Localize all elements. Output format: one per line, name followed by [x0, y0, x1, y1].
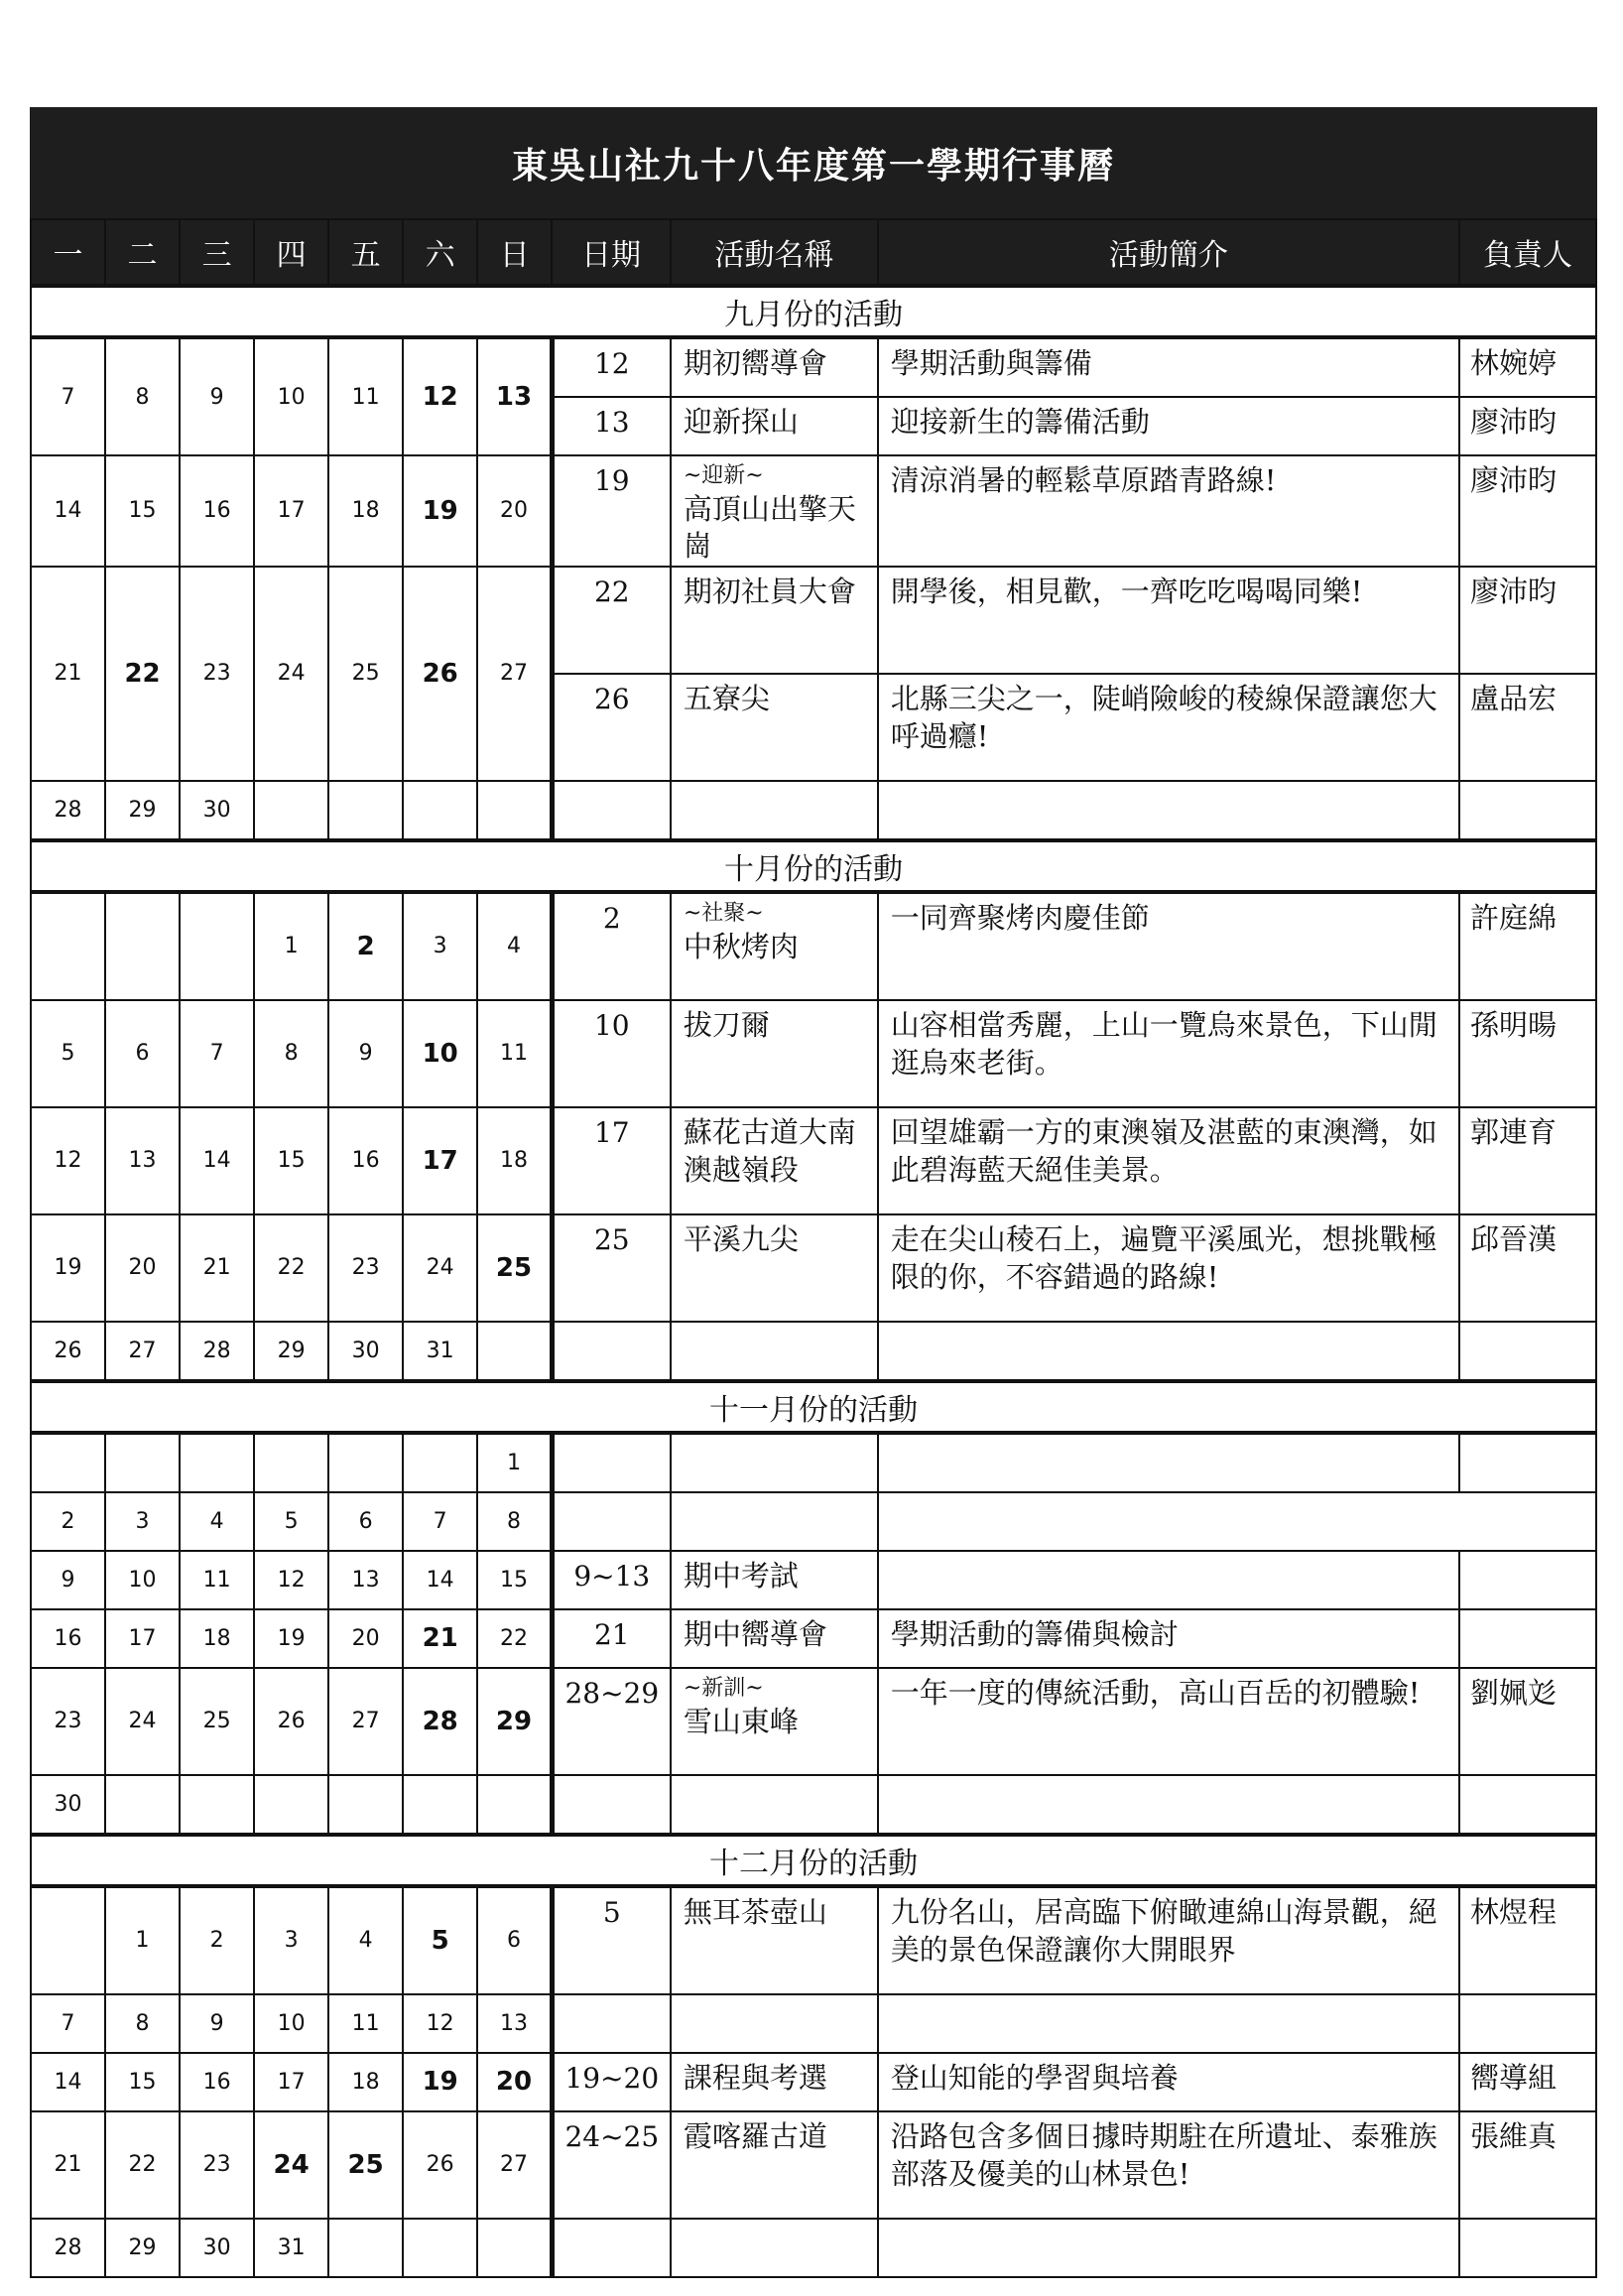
event-desc — [878, 1322, 1459, 1381]
event-name-text: 平溪九尖 — [683, 1221, 799, 1256]
day-cell: 16 — [31, 1609, 105, 1668]
day-cell: 7 — [180, 1000, 254, 1107]
event-date: 21 — [552, 1609, 671, 1668]
day-cell: 18 — [328, 2053, 403, 2111]
day-cell: 30 — [328, 1322, 403, 1381]
event-name — [671, 1609, 878, 1668]
month-row — [31, 286, 1596, 337]
day-cell — [477, 781, 552, 840]
event-name-text: 雪山東峰 — [683, 1704, 799, 1738]
event-desc — [878, 1551, 1459, 1609]
day-cell — [105, 1775, 180, 1835]
day-cell: 23 — [31, 1668, 105, 1775]
day-cell: 27 — [477, 567, 552, 781]
day-cell: 25 — [180, 1668, 254, 1775]
day-cell: 18 — [180, 1609, 254, 1668]
table-row — [31, 1668, 1596, 1775]
event-desc: 學期活動與籌備 — [878, 337, 1459, 397]
day-cell: 15 — [254, 1107, 328, 1214]
day-cell: 28 — [31, 2219, 105, 2277]
event-owner — [1459, 1551, 1596, 1609]
event-owner: 邱晉漢 — [1459, 1214, 1596, 1322]
table-row — [31, 1492, 1596, 1551]
day-cell: 23 — [180, 567, 254, 781]
event-desc: 清涼消暑的輕鬆草原踏青路線! — [878, 455, 1459, 567]
day-cell: 28 — [403, 1668, 477, 1775]
day-cell — [105, 892, 180, 1000]
day-cell — [31, 1433, 105, 1492]
day-cell — [328, 2219, 403, 2277]
day-cell: 24 — [105, 1668, 180, 1775]
event-date: 12 — [552, 337, 671, 397]
header-weekday: 四 — [254, 219, 328, 286]
day-cell: 15 — [477, 1551, 552, 1609]
day-cell: 22 — [105, 2111, 180, 2219]
table-row — [31, 2053, 1596, 2111]
day-cell: 11 — [328, 337, 403, 455]
event-desc: 回望雄霸一方的東澳嶺及湛藍的東澳灣，如此碧海藍天絕佳美景。 — [878, 1107, 1459, 1214]
day-cell: 13 — [477, 337, 552, 455]
day-cell: 26 — [403, 567, 477, 781]
day-cell — [31, 1886, 105, 1994]
day-cell: 14 — [31, 2053, 105, 2111]
day-cell — [403, 781, 477, 840]
event-name-text: 五寮尖 — [683, 681, 770, 715]
event-name-text: 霞喀羅古道 — [683, 2118, 827, 2153]
event-owner — [1459, 1322, 1596, 1381]
event-owner: 孫明暘 — [1459, 1000, 1596, 1107]
table-row — [31, 567, 1596, 674]
day-cell: 29 — [254, 1322, 328, 1381]
event-name — [671, 1492, 878, 1551]
event-desc: 北縣三尖之一，陡峭險峻的稜線保證讓您大呼過癮! — [878, 674, 1459, 781]
day-cell: 19 — [403, 2053, 477, 2111]
day-cell: 23 — [180, 2111, 254, 2219]
event-name — [671, 2111, 878, 2219]
day-cell: 25 — [328, 567, 403, 781]
day-cell: 16 — [180, 455, 254, 567]
day-cell: 5 — [31, 1000, 105, 1107]
day-cell: 25 — [328, 2111, 403, 2219]
day-cell — [180, 892, 254, 1000]
event-owner: 嚮導組 — [1459, 2053, 1596, 2111]
table-row — [31, 1886, 1596, 1994]
header-weekday: 三 — [180, 219, 254, 286]
day-cell — [477, 2219, 552, 2277]
month-row — [31, 1381, 1596, 1433]
event-date: 5 — [552, 1886, 671, 1994]
event-date: 2 — [552, 892, 671, 1000]
header-weekday: 一 — [31, 219, 105, 286]
event-name — [671, 674, 878, 781]
page-title: 東吳山社九十八年度第一學期行事曆 — [30, 107, 1597, 218]
event-name — [671, 397, 878, 455]
event-owner — [1459, 1433, 1596, 1492]
event-date: 25 — [552, 1214, 671, 1322]
event-name-text: 期初嚮導會 — [683, 346, 827, 380]
event-owner — [1459, 1609, 1596, 1668]
day-cell: 1 — [477, 1433, 552, 1492]
day-cell — [328, 1775, 403, 1835]
day-cell: 1 — [254, 892, 328, 1000]
event-name — [671, 1107, 878, 1214]
event-owner — [1459, 781, 1596, 840]
event-desc: 沿路包含多個日據時期駐在所遺址、泰雅族部落及優美的山林景色! — [878, 2111, 1459, 2219]
event-date: 24~25 — [552, 2111, 671, 2219]
event-name — [671, 2053, 878, 2111]
calendar-sheet — [30, 107, 1597, 2278]
day-cell: 2 — [328, 892, 403, 1000]
month-label: 九月份的活動 — [31, 286, 1596, 337]
month-row — [31, 840, 1596, 892]
day-cell — [180, 1433, 254, 1492]
day-cell: 21 — [180, 1214, 254, 1322]
event-name — [671, 2219, 878, 2277]
day-cell: 15 — [105, 455, 180, 567]
day-cell: 7 — [31, 1994, 105, 2053]
event-date: 13 — [552, 397, 671, 455]
event-name-text: 拔刀爾 — [683, 1007, 770, 1042]
event-date — [552, 781, 671, 840]
event-date: 26 — [552, 674, 671, 781]
day-cell — [180, 1775, 254, 1835]
event-desc: 走在尖山稜石上，遍覽平溪風光，想挑戰極限的你，不容錯過的路線! — [878, 1214, 1459, 1322]
event-desc — [878, 1433, 1459, 1492]
day-cell: 10 — [254, 1994, 328, 2053]
event-desc: 學期活動的籌備與檢討 — [878, 1609, 1459, 1668]
table-row — [31, 1107, 1596, 1214]
table-row — [31, 1775, 1596, 1835]
day-cell: 12 — [31, 1107, 105, 1214]
table-header — [31, 219, 1596, 286]
event-desc — [878, 2219, 1459, 2277]
month-label: 十二月份的活動 — [31, 1835, 1596, 1886]
event-name — [671, 1668, 878, 1775]
day-cell: 10 — [403, 1000, 477, 1107]
event-name — [671, 1775, 878, 1835]
day-cell: 24 — [254, 2111, 328, 2219]
event-date: 22 — [552, 567, 671, 674]
day-cell: 7 — [31, 337, 105, 455]
event-desc — [878, 781, 1459, 840]
event-date — [552, 1775, 671, 1835]
event-name — [671, 1000, 878, 1107]
day-cell: 5 — [254, 1492, 328, 1551]
day-cell: 4 — [180, 1492, 254, 1551]
day-cell: 15 — [105, 2053, 180, 2111]
day-cell: 26 — [403, 2111, 477, 2219]
event-owner — [1459, 1994, 1596, 2053]
event-name — [671, 1551, 878, 1609]
day-cell: 2 — [180, 1886, 254, 1994]
header-owner: 負責人 — [1459, 219, 1596, 286]
day-cell: 13 — [477, 1994, 552, 2053]
table-row — [31, 1322, 1596, 1381]
day-cell: 12 — [403, 337, 477, 455]
event-name-text: 期中嚮導會 — [683, 1616, 827, 1651]
event-date — [552, 2219, 671, 2277]
day-cell: 16 — [328, 1107, 403, 1214]
day-cell — [328, 781, 403, 840]
event-desc — [878, 1994, 1459, 2053]
event-desc: 一同齊聚烤肉慶佳節 — [878, 892, 1459, 1000]
table-row — [31, 781, 1596, 840]
event-owner: 張維真 — [1459, 2111, 1596, 2219]
event-date: 28~29 — [552, 1668, 671, 1775]
day-cell: 4 — [328, 1886, 403, 1994]
event-date: 19~20 — [552, 2053, 671, 2111]
day-cell: 29 — [105, 2219, 180, 2277]
day-cell: 12 — [403, 1994, 477, 2053]
day-cell: 21 — [31, 567, 105, 781]
event-owner: 郭連育 — [1459, 1107, 1596, 1214]
calendar-body — [31, 286, 1596, 2277]
header-weekday: 日 — [477, 219, 552, 286]
day-cell — [403, 2219, 477, 2277]
day-cell: 8 — [105, 337, 180, 455]
table-row — [31, 892, 1596, 1000]
event-owner: 林煜程 — [1459, 1886, 1596, 1994]
event-desc: 九份名山，居高臨下俯瞰連綿山海景觀，絕美的景色保證讓你大開眼界 — [878, 1886, 1459, 1994]
event-name-text: 蘇花古道大南澳越嶺段 — [683, 1114, 856, 1187]
day-cell: 19 — [31, 1214, 105, 1322]
event-name-text: 高頂山出擎天崗 — [683, 491, 856, 564]
event-name — [671, 455, 878, 567]
day-cell: 5 — [403, 1886, 477, 1994]
event-owner: 盧品宏 — [1459, 674, 1596, 781]
day-cell: 31 — [403, 1322, 477, 1381]
day-cell: 24 — [254, 567, 328, 781]
day-cell: 11 — [477, 1000, 552, 1107]
day-cell: 20 — [328, 1609, 403, 1668]
day-cell — [254, 781, 328, 840]
day-cell — [31, 892, 105, 1000]
day-cell: 28 — [31, 781, 105, 840]
event-name-text: 中秋烤肉 — [683, 929, 799, 963]
event-name-text: 迎新探山 — [683, 405, 799, 439]
event-tag: ~迎新~ — [683, 463, 764, 488]
day-cell: 25 — [477, 1214, 552, 1322]
table-row — [31, 1551, 1596, 1609]
day-cell: 18 — [477, 1107, 552, 1214]
day-cell: 2 — [31, 1492, 105, 1551]
day-cell: 8 — [477, 1492, 552, 1551]
event-desc: 一年一度的傳統活動，高山百岳的初體驗! — [878, 1668, 1459, 1775]
event-date — [552, 1322, 671, 1381]
day-cell: 20 — [477, 455, 552, 567]
day-cell: 1 — [105, 1886, 180, 1994]
day-cell: 12 — [254, 1551, 328, 1609]
day-cell: 8 — [254, 1000, 328, 1107]
event-date — [552, 1433, 671, 1492]
day-cell: 17 — [105, 1609, 180, 1668]
event-desc — [878, 1492, 1596, 1551]
table-row — [31, 1000, 1596, 1107]
day-cell: 18 — [328, 455, 403, 567]
event-owner: 劉姵彣 — [1459, 1668, 1596, 1775]
month-label: 十月份的活動 — [31, 840, 1596, 892]
header-desc: 活動簡介 — [878, 219, 1459, 286]
calendar-table — [30, 218, 1597, 2278]
event-tag: ~新訓~ — [683, 1675, 764, 1701]
day-cell: 27 — [477, 2111, 552, 2219]
event-date — [552, 1994, 671, 2053]
event-owner: 廖沛昀 — [1459, 567, 1596, 674]
day-cell: 23 — [328, 1214, 403, 1322]
event-desc: 登山知能的學習與培養 — [878, 2053, 1459, 2111]
table-row — [31, 1609, 1596, 1668]
day-cell: 21 — [403, 1609, 477, 1668]
day-cell — [403, 1775, 477, 1835]
event-name — [671, 892, 878, 1000]
table-row — [31, 1433, 1596, 1492]
event-name — [671, 1214, 878, 1322]
table-row — [31, 1214, 1596, 1322]
day-cell: 27 — [105, 1322, 180, 1381]
day-cell: 13 — [328, 1551, 403, 1609]
day-cell: 9 — [180, 337, 254, 455]
day-cell: 4 — [477, 892, 552, 1000]
month-label: 十一月份的活動 — [31, 1381, 1596, 1433]
day-cell: 16 — [180, 2053, 254, 2111]
event-desc: 迎接新生的籌備活動 — [878, 397, 1459, 455]
event-desc: 山容相當秀麗，上山一覽烏來景色，下山閒逛烏來老街。 — [878, 1000, 1459, 1107]
event-name — [671, 1994, 878, 2053]
day-cell — [403, 1433, 477, 1492]
day-cell: 21 — [31, 2111, 105, 2219]
day-cell: 3 — [254, 1886, 328, 1994]
event-date: 19 — [552, 455, 671, 567]
day-cell: 17 — [254, 2053, 328, 2111]
day-cell: 22 — [105, 567, 180, 781]
day-cell: 11 — [180, 1551, 254, 1609]
day-cell: 3 — [403, 892, 477, 1000]
day-cell: 14 — [403, 1551, 477, 1609]
day-cell: 29 — [477, 1668, 552, 1775]
day-cell: 26 — [254, 1668, 328, 1775]
day-cell: 19 — [403, 455, 477, 567]
day-cell: 29 — [105, 781, 180, 840]
day-cell: 8 — [105, 1994, 180, 2053]
event-owner — [1459, 2219, 1596, 2277]
table-row — [31, 1994, 1596, 2053]
day-cell: 22 — [254, 1214, 328, 1322]
event-date: 10 — [552, 1000, 671, 1107]
table-row — [31, 2111, 1596, 2219]
event-name-text: 課程與考選 — [683, 2060, 827, 2095]
table-row — [31, 455, 1596, 567]
day-cell: 14 — [31, 455, 105, 567]
event-owner: 許庭綿 — [1459, 892, 1596, 1000]
day-cell: 17 — [403, 1107, 477, 1214]
day-cell: 6 — [477, 1886, 552, 1994]
day-cell — [105, 1433, 180, 1492]
day-cell: 30 — [31, 1775, 105, 1835]
event-name-text: 無耳茶壺山 — [683, 1894, 827, 1929]
event-name — [671, 781, 878, 840]
event-desc: 開學後，相見歡，一齊吃吃喝喝同樂! — [878, 567, 1459, 674]
event-name — [671, 337, 878, 397]
event-name — [671, 1886, 878, 1994]
header-name: 活動名稱 — [671, 219, 878, 286]
day-cell: 27 — [328, 1668, 403, 1775]
header-weekday: 五 — [328, 219, 403, 286]
day-cell: 3 — [105, 1492, 180, 1551]
event-date — [552, 1492, 671, 1551]
day-cell: 17 — [254, 455, 328, 567]
day-cell: 6 — [105, 1000, 180, 1107]
table-row — [31, 337, 1596, 397]
event-owner — [1459, 1775, 1596, 1835]
header-date: 日期 — [552, 219, 671, 286]
day-cell: 26 — [31, 1322, 105, 1381]
day-cell: 13 — [105, 1107, 180, 1214]
event-date: 17 — [552, 1107, 671, 1214]
event-tag: ~社聚~ — [683, 900, 764, 926]
day-cell: 7 — [403, 1492, 477, 1551]
event-desc — [878, 1775, 1459, 1835]
day-cell: 28 — [180, 1322, 254, 1381]
event-date: 9~13 — [552, 1551, 671, 1609]
day-cell — [477, 1322, 552, 1381]
event-name — [671, 1433, 878, 1492]
day-cell: 22 — [477, 1609, 552, 1668]
day-cell: 31 — [254, 2219, 328, 2277]
event-owner: 廖沛昀 — [1459, 455, 1596, 567]
event-name — [671, 567, 878, 674]
day-cell: 14 — [180, 1107, 254, 1214]
day-cell — [328, 1433, 403, 1492]
day-cell: 20 — [477, 2053, 552, 2111]
day-cell — [477, 1775, 552, 1835]
day-cell: 10 — [254, 337, 328, 455]
day-cell: 6 — [328, 1492, 403, 1551]
event-owner: 林婉婷 — [1459, 337, 1596, 397]
day-cell: 10 — [105, 1551, 180, 1609]
event-name — [671, 1322, 878, 1381]
day-cell: 9 — [328, 1000, 403, 1107]
event-owner: 廖沛昀 — [1459, 397, 1596, 455]
day-cell: 9 — [180, 1994, 254, 2053]
day-cell — [254, 1775, 328, 1835]
table-row — [31, 2219, 1596, 2277]
month-row — [31, 1835, 1596, 1886]
header-weekday: 六 — [403, 219, 477, 286]
day-cell: 9 — [31, 1551, 105, 1609]
day-cell: 30 — [180, 781, 254, 840]
day-cell: 11 — [328, 1994, 403, 2053]
day-cell — [254, 1433, 328, 1492]
day-cell: 20 — [105, 1214, 180, 1322]
event-name-text: 期中考試 — [683, 1558, 799, 1593]
day-cell: 30 — [180, 2219, 254, 2277]
day-cell: 19 — [254, 1609, 328, 1668]
header-weekday: 二 — [105, 219, 180, 286]
day-cell: 24 — [403, 1214, 477, 1322]
event-name-text: 期初社員大會 — [683, 574, 856, 608]
